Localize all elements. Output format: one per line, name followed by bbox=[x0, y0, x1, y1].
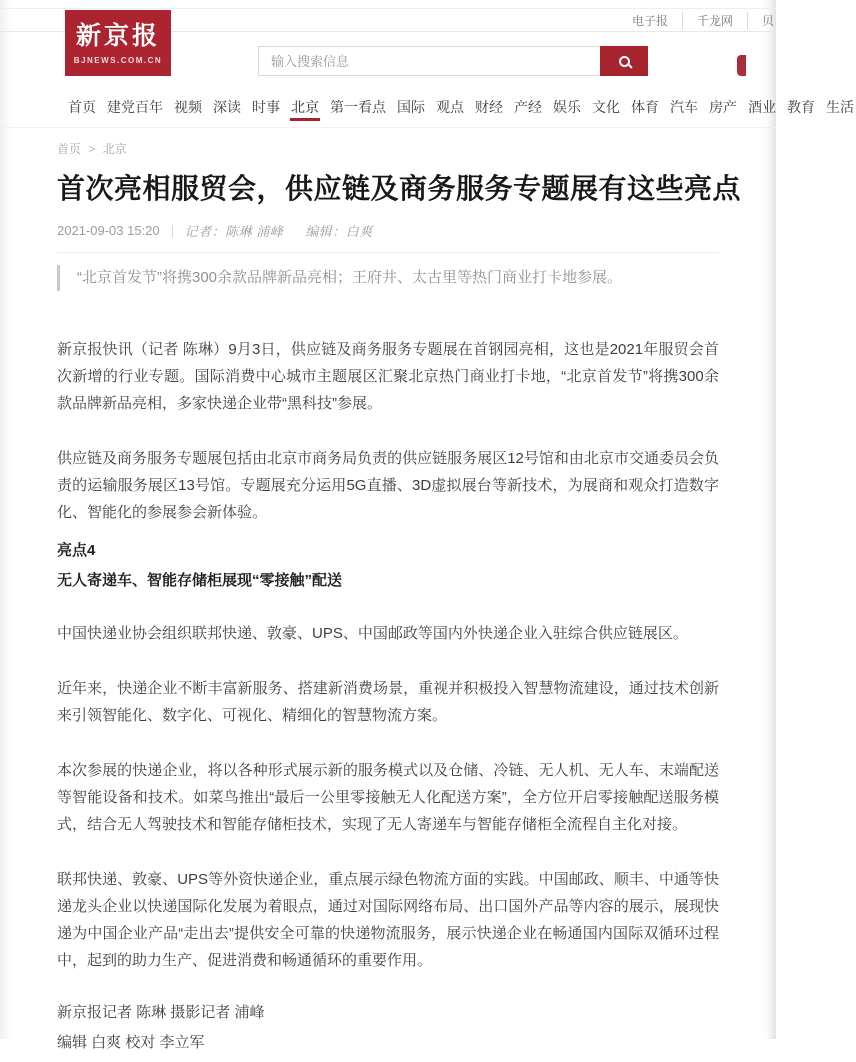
site-logo[interactable] bbox=[65, 10, 171, 76]
nav-item-19[interactable]: 生活 bbox=[826, 99, 854, 115]
nav-item-14[interactable]: 体育 bbox=[631, 99, 659, 115]
section-subheading: 无人寄递车、智能存储柜展现“零接触”配送 bbox=[57, 572, 343, 589]
top-links bbox=[618, 12, 776, 29]
article-body bbox=[57, 336, 719, 1062]
credit-line: 编辑 白爽 校对 李立军 bbox=[57, 1034, 205, 1051]
top-link[interactable]: 千龙网 bbox=[682, 12, 747, 29]
search-bar bbox=[258, 46, 648, 76]
search-icon bbox=[619, 56, 630, 67]
meta-divider bbox=[172, 225, 173, 237]
search-button[interactable] bbox=[600, 46, 648, 76]
breadcrumb-separator: > bbox=[88, 142, 96, 156]
nav-item-16[interactable]: 房产 bbox=[709, 99, 737, 115]
article-reporter: 记者：陈琳 浦峰 bbox=[184, 224, 284, 239]
article-paragraph: 供应链及商务服务专题展包括由北京市商务局负责的供应链服务展区12号馆和由北京市交通委员会负责的运输服务展区13号馆。专题展充分运用5G直播、3D虚拟展台等新技术，为展商和观众打造数字化、智能化的参展参会新体验。 bbox=[57, 450, 719, 521]
nav-item-12[interactable]: 娱乐 bbox=[553, 99, 581, 115]
lead-quote: “北京首发节”将携300余款品牌新品亮相；王府井、太古里等热门商业打卡地参展。 bbox=[57, 265, 719, 291]
nav-item-6[interactable]: 北京 bbox=[289, 88, 321, 126]
nav-item-13[interactable]: 文化 bbox=[592, 99, 620, 115]
site-logo-title: 新京报 bbox=[75, 22, 160, 50]
article-main bbox=[57, 132, 742, 1062]
meta-rule bbox=[57, 252, 719, 253]
breadcrumb-section[interactable]: 北京 bbox=[102, 142, 127, 156]
breadcrumb-home[interactable]: 首页 bbox=[57, 142, 82, 156]
article-paragraph: 中国快递业协会组织联邦快递、敦豪、UPS、中国邮政等国内外快递企业入驻综合供应链展区。 bbox=[57, 625, 688, 642]
article-paragraph: 近年来，快递企业不断丰富新服务、搭建新消费场景，重视并积极投入智慧物流建设，通过技术创新来引领智能化、数字化、可视化、精细化的智慧物流方案。 bbox=[57, 680, 719, 724]
nav-item-11[interactable]: 产经 bbox=[514, 99, 542, 115]
article-paragraph: 新京报快讯（记者 陈琳）9月3日，供应链及商务服务专题展在首钢园亮相，这也是2021年服贸会首次新增的行业专题。国际消费中心城市主题展区汇聚北京热门商业打卡地，“北京首发节”将携300余款品牌新品亮相，多家快递企业带“黑科技”参展。 bbox=[57, 341, 719, 412]
nav-item-8[interactable]: 国际 bbox=[397, 99, 425, 115]
search-input[interactable] bbox=[258, 46, 600, 76]
top-link[interactable]: 电子报 bbox=[631, 13, 668, 28]
article-paragraph: 本次参展的快递企业，将以各种形式展示新的服务模式以及仓储、冷链、无人机、无人车、末端配送等智能设备和技术。如菜鸟推出“最后一公里零接触无人化配送方案”，全方位开启零接触配送服务模式，结合无人驾驶技术和智能存储柜技术，实现了无人寄递车与智能存储柜全流程自主化对接。 bbox=[57, 762, 719, 833]
article-editor: 编辑：白爽 bbox=[305, 224, 373, 239]
article-paragraph: 联邦快递、敦豪、UPS等外资快递企业，重点展示绿色物流方面的实践。中国邮政、顺丰、中通等快递龙头企业以快递国际化发展为着眼点，通过对国际网络布局、出口国外产品等内容的展示，展现快递为中国企业产品“走出去”提供安全可靠的快递物流服务，展示快递企业在畅通国内国际双循环过程中，起到的助力生产、促进消费和畅通循环的重要作用。 bbox=[57, 871, 719, 969]
nav-item-9[interactable]: 观点 bbox=[436, 99, 464, 115]
nav-item-15[interactable]: 汽车 bbox=[670, 99, 698, 115]
main-nav bbox=[0, 88, 854, 128]
nav-item-10[interactable]: 财经 bbox=[475, 99, 503, 115]
nav-item-18[interactable]: 教育 bbox=[787, 99, 815, 115]
nav-item-4[interactable]: 深读 bbox=[213, 99, 241, 115]
nav-item-2[interactable]: 建党百年 bbox=[107, 99, 163, 115]
nav-item-3[interactable]: 视频 bbox=[174, 99, 202, 115]
nav-item-17[interactable]: 酒业 bbox=[748, 99, 776, 115]
red-badge bbox=[737, 55, 746, 76]
nav-item-7[interactable]: 第一看点 bbox=[330, 99, 386, 115]
section-label: 亮点4 bbox=[57, 542, 96, 559]
article-meta bbox=[57, 221, 719, 240]
page-title: 首次亮相服贸会，供应链及商务服务专题展有这些亮点 bbox=[57, 173, 742, 204]
credit-line: 新京报记者 陈琳 摄影记者 浦峰 bbox=[57, 1004, 265, 1021]
top-link[interactable]: 贝 bbox=[747, 12, 776, 29]
site-logo-subtitle: BJNEWS.COM.CN bbox=[73, 55, 163, 65]
nav-item-1[interactable]: 首页 bbox=[68, 99, 96, 115]
breadcrumb bbox=[57, 140, 719, 157]
article-date: 2021-09-03 15:20 bbox=[57, 223, 160, 238]
nav-item-5[interactable]: 时事 bbox=[252, 99, 280, 115]
